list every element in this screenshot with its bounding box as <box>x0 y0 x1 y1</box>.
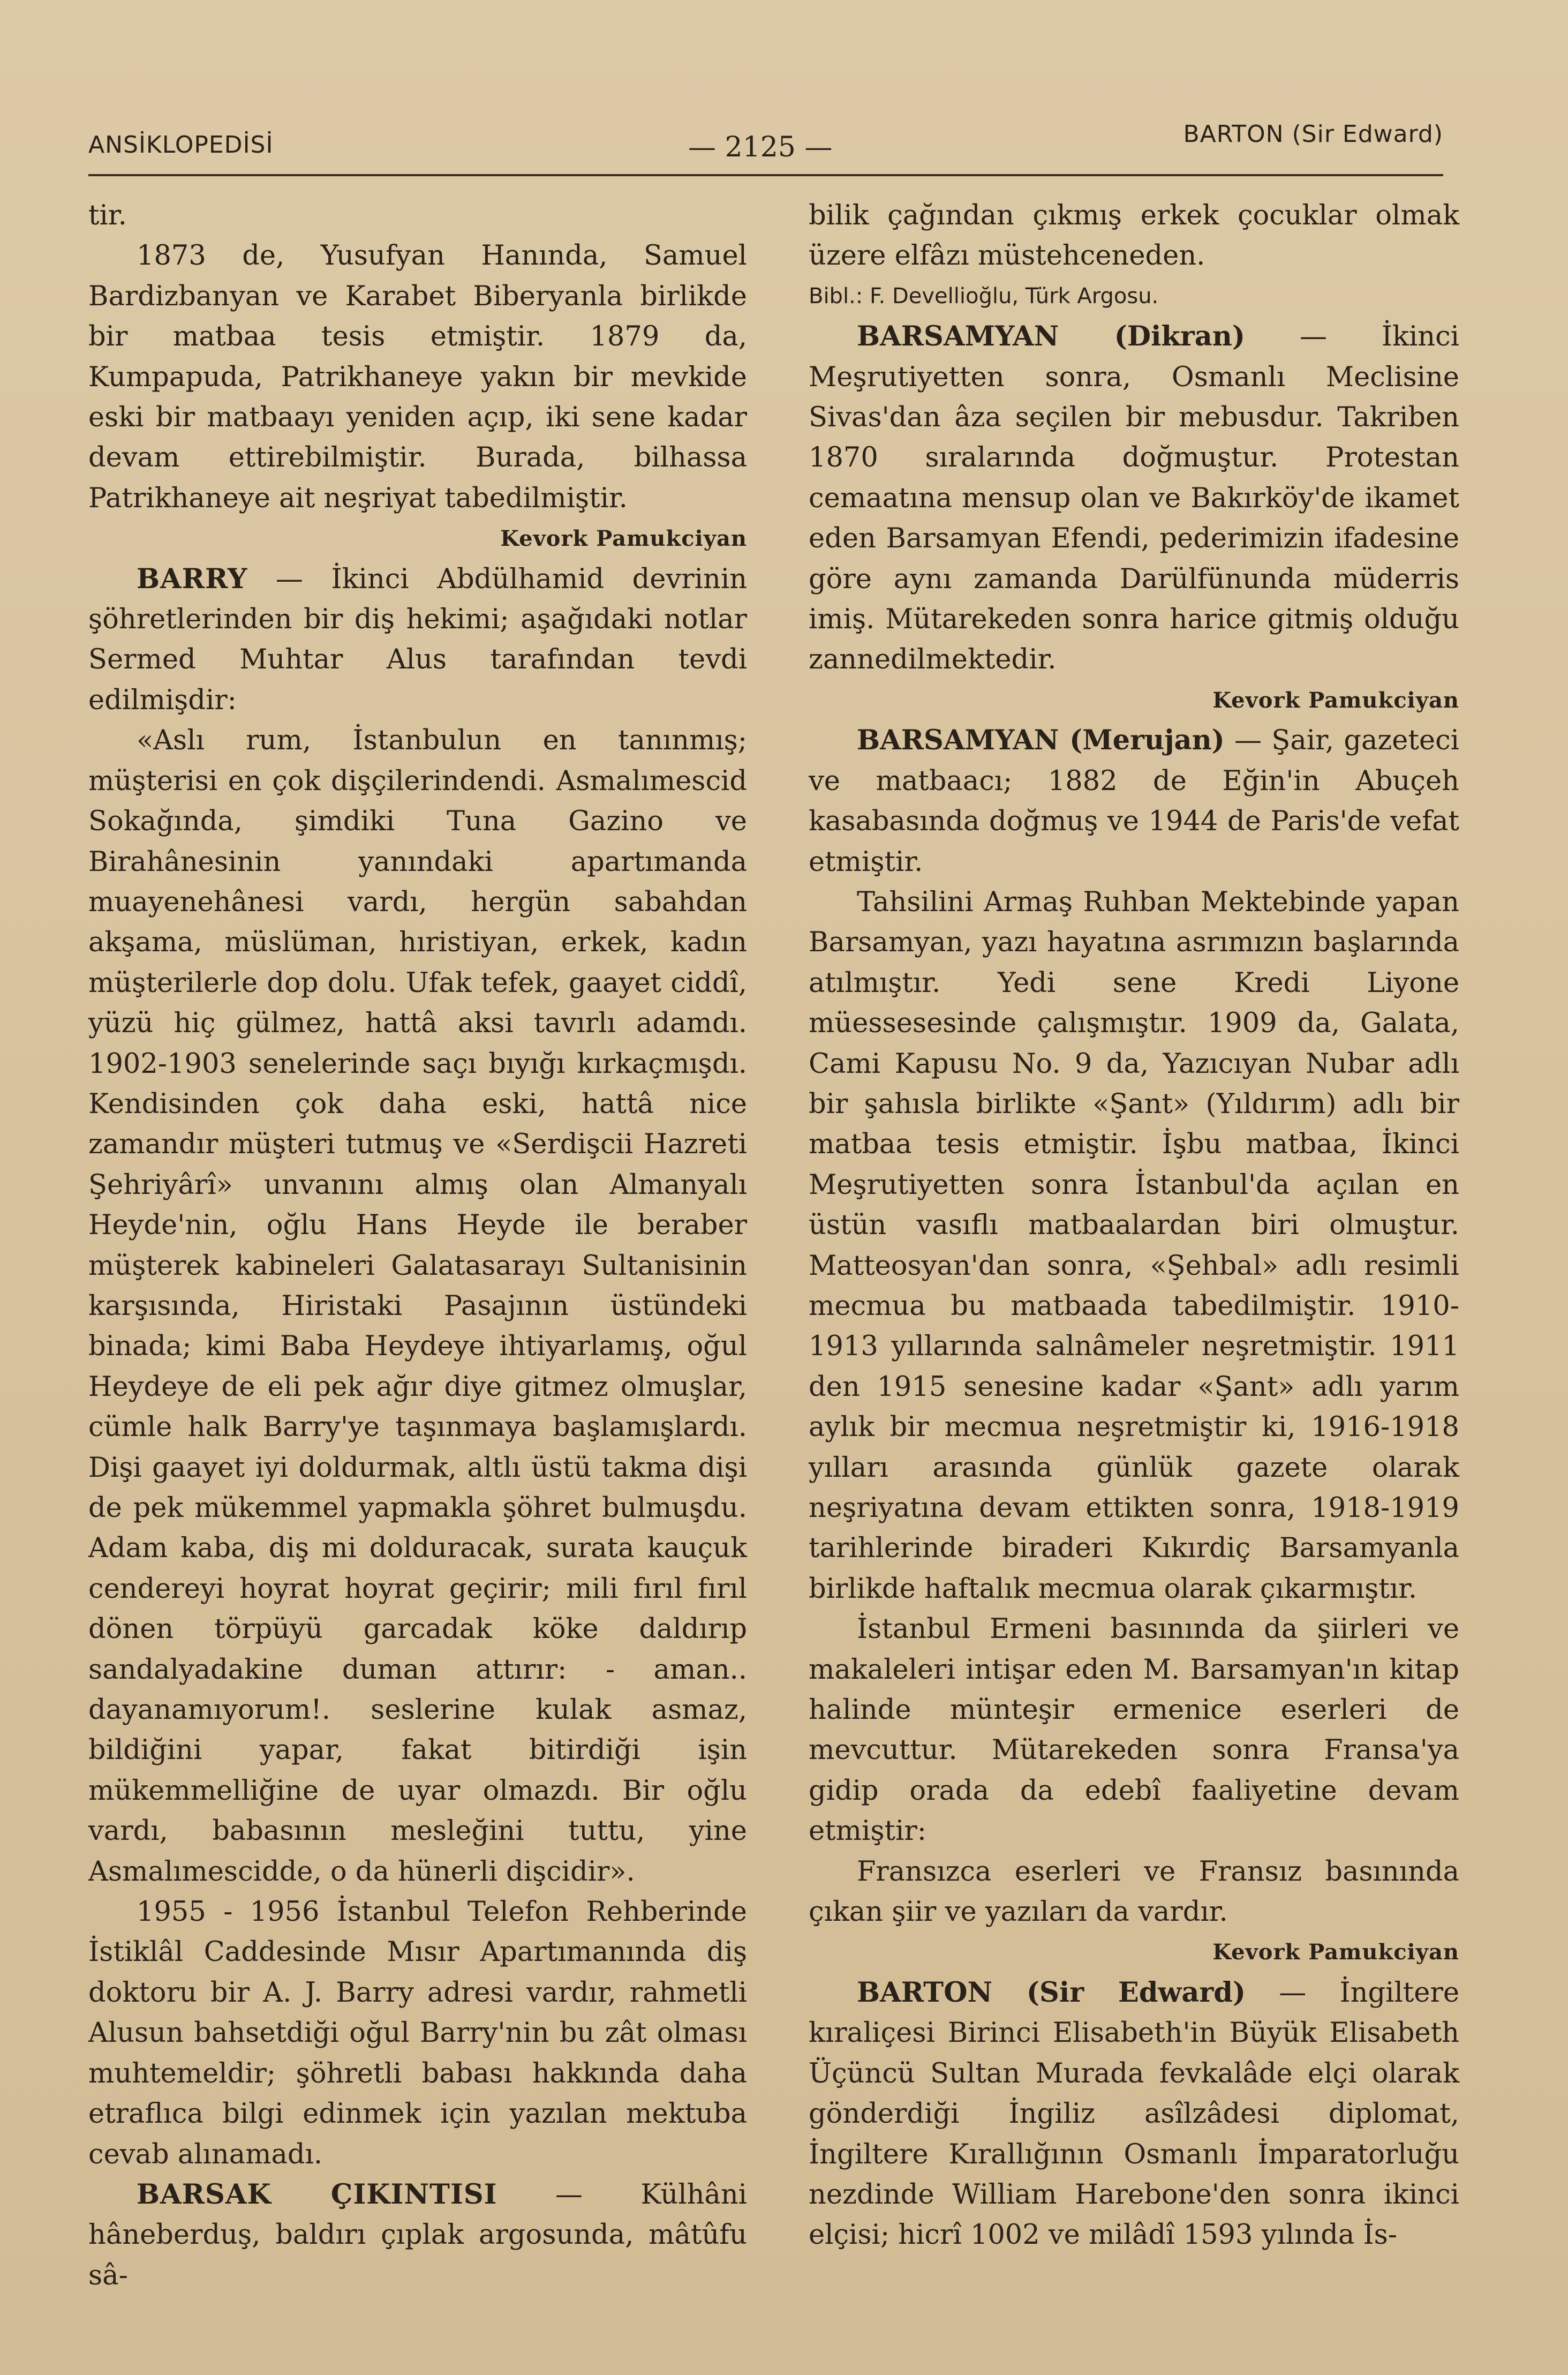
entry-text: — Külhâni hâneberduş, baldırı çıplak argosunda, mâtûfu sâ- <box>88 2178 747 2291</box>
entry-barsamyan-merujan <box>809 720 1459 882</box>
author-signature: Kevork Pamukciyan <box>1212 687 1459 713</box>
running-head-right: BARTON (Sir Edward) <box>1183 121 1443 148</box>
entry-text: — Şair, gazeteci ve matbaacı; 1882 de Eğin'in Abuçeh kasabasında doğmuş ve 1944 de Paris'de vefat etmiştir. <box>809 725 1459 878</box>
running-head-left: ANSİKLOPEDİSİ <box>88 131 274 159</box>
entry-text: — İkinci Meşrutiyetten sonra, Osmanlı Meclisine Sivas'dan âza seçilen bir mebusdur. Takriben 1870 sıralarında doğmuştur. Protestan cemaatına mensup olan ve Bakırköy'de ikamet eden Barsamyan Efendi, pederimizin ifadesine göre aynı zamanda Darülfünunda müderris imiş. Mütarekeden sonra harice gitmiş olduğu zannedilmektedir. <box>809 321 1459 676</box>
page-number: — 2125 — <box>688 131 833 163</box>
entry-barry <box>88 559 747 721</box>
entry-headword: BARSAMYAN (Dikran) <box>857 320 1245 353</box>
continued-paragraph: tir. <box>88 200 127 231</box>
entry-headword: BARSAK ÇIKINTISI <box>137 2178 497 2211</box>
page-header <box>88 121 1443 174</box>
right-column <box>809 196 1459 2256</box>
paragraph: 1873 de, Yusufyan Hanında, Samuel Bardizbanyan ve Karabet Biberyanla birlikde bir matbaa tesis etmiştir. 1879 da, Kumpapuda, Patrikhaneye yakın bir mevkide eski bir matbaayı yeniden açıp, iki sene kadar devam ettirebilmiştir. Burada, bilhassa Patrikhaneye ait neşriyat tabedilmiştir. <box>88 240 747 514</box>
paragraph: Fransızca eserleri ve Fransız basınında çıkan şiir ve yazıları da vardır. <box>809 1855 1459 1928</box>
entry-barton <box>809 1973 1459 2256</box>
bibliography: Bibl.: F. Devellioğlu, Türk Argosu. <box>809 283 1159 309</box>
author-signature: Kevork Pamukciyan <box>1212 1940 1459 1965</box>
entry-headword: BARTON (Sir Edward) <box>857 1976 1246 2009</box>
quoted-paragraph: «Aslı rum, İstanbulun en tanınmış; müşterisi en çok dişçilerindendi. Asmalımescid Sokağında, şimdiki Tuna Gazino ve Birahânesinin yanındaki apartımanda muayenehânesi vardı, hergün sabahdan akşama, müslüman, hıristiyan, erkek, kadın müşterilerle dop dolu. Ufak tefek, gaayet ciddî, yüzü hiç gülmez, hattâ aksi tavırlı adamdı. 1902-1903 senelerinde saçı bıyığı kırkaçmışdı. Kendisinden çok daha eski, hattâ nice zamandır müşteri tutmuş ve «Serdişcii Hazreti Şehriyârî» unvanını almış olan Almanyalı Heyde'nin, oğlu Hans Heyde ile beraber müşterek kabineleri Galatasarayı Sultanisinin karşısında, Hiristaki Pasajının üstündeki binada; kimi Baba Heydeye ihtiyarlamış, oğul Heydeye de eli pek ağır diye gitmez olmuşlar, cümle halk Barry'ye taşınmaya başlamışlardı. Dişi gaayet iyi doldurmak, altlı üstü takma dişi de pek mükemmel yapmakla şöhret bulmuşdu. Adam kaba, diş mi dolduracak, surata kauçuk cendereyi hoyrat hoyrat geçirir; mili fırıl fırıl dönen törpüyü garcadak köke daldırıp sandalyadakine duman attırır: - aman.. dayanamıyorum!. seslerine kulak asmaz, bildiğini yapar, fakat bitirdiği işin mükemmelliğine de uyar olmazdı. Bir oğlu vardı, babasının mesleğini tuttu, yine Asmalımescidde, o da hünerli dişcidir». <box>88 725 747 1888</box>
continued-paragraph: bilik çağından çıkmış erkek çocuklar olmak üzere elfâzı müstehceneden. <box>809 200 1459 272</box>
entry-barsak <box>88 2175 747 2296</box>
paragraph: 1955 - 1956 İstanbul Telefon Rehberinde İstiklâl Caddesinde Mısır Apartımanında diş doktoru bir A. J. Barry adresi vardır, rahmetli Alusun bahsetdiği oğul Barry'nin bu zât olması muhtemeldir; şöhretli babası hakkında daha etraflıca bilgi edinmek için yazılan mektuba cevab alınamadı. <box>88 1896 747 2170</box>
entry-headword: BARRY <box>137 562 248 595</box>
entry-text: — İngiltere kıraliçesi Birinci Elisabeth'in Büyük Elisabeth Üçüncü Sultan Murada fevkalâde elçi olarak gönderdiği İngiliz asîlzâdesi diplomat, İngiltere Kırallığının Osmanlı İmparatorluğu nezdinde William Harebone'den sonra ikinci elçisi; hicrî 1002 ve milâdî 1593 yılında İs- <box>809 1976 1459 2251</box>
author-signature: Kevork Pamukciyan <box>500 526 747 552</box>
left-column <box>88 196 747 2296</box>
header-rule <box>88 174 1443 176</box>
paragraph: İstanbul Ermeni basınında da şiirleri ve makaleleri intişar eden M. Barsamyan'ın kitap halinde münteşir ermenice eserleri de mevcuttur. Mütarekeden sonra Fransa'ya gidip orada da edebî faaliyetine devam etmiştir: <box>809 1613 1459 1847</box>
entry-headword: BARSAMYAN (Merujan) <box>857 724 1225 757</box>
entry-text: — İkinci Abdülhamid devrinin şöhretlerinden bir diş hekimi; aşağıdaki notlar Sermed Muhtar Alus tarafından tevdi edilmişdir: <box>88 563 747 716</box>
paragraph: Tahsilini Armaş Ruhban Mektebinde yapan Barsamyan, yazı hayatına asrımızın başlarında atılmıştır. Yedi sene Kredi Liyone müessesesinde çalışmıştır. 1909 da, Galata, Cami Kapusu No. 9 da, Yazıcıyan Nubar adlı bir şahısla birlikte «Şant» (Yıldırım) adlı bir matbaa tesis etmiştir. İşbu matbaa, İkinci Meşrutiyetten sonra İstanbul'da açılan en üstün vasıflı matbaalardan biri olmuştur. Matteosyan'dan sonra, «Şehbal» adlı resimli mecmua bu matbaada tabedilmiştir. 1910-1913 yıllarında salnâmeler neşretmiştir. 1911 den 1915 senesine kadar «Şant» adlı yarım aylık bir mecmua neşretmiştir ki, 1916-1918 yılları arasında günlük gazete olarak neşriyatına devam ettikten sonra, 1918-1919 tarihlerinde biraderi Kıkırdiç Barsamyanla birlikde haftalık mecmua olarak çıkarmıştır. <box>809 886 1459 1605</box>
entry-barsamyan-dikran <box>809 317 1459 680</box>
